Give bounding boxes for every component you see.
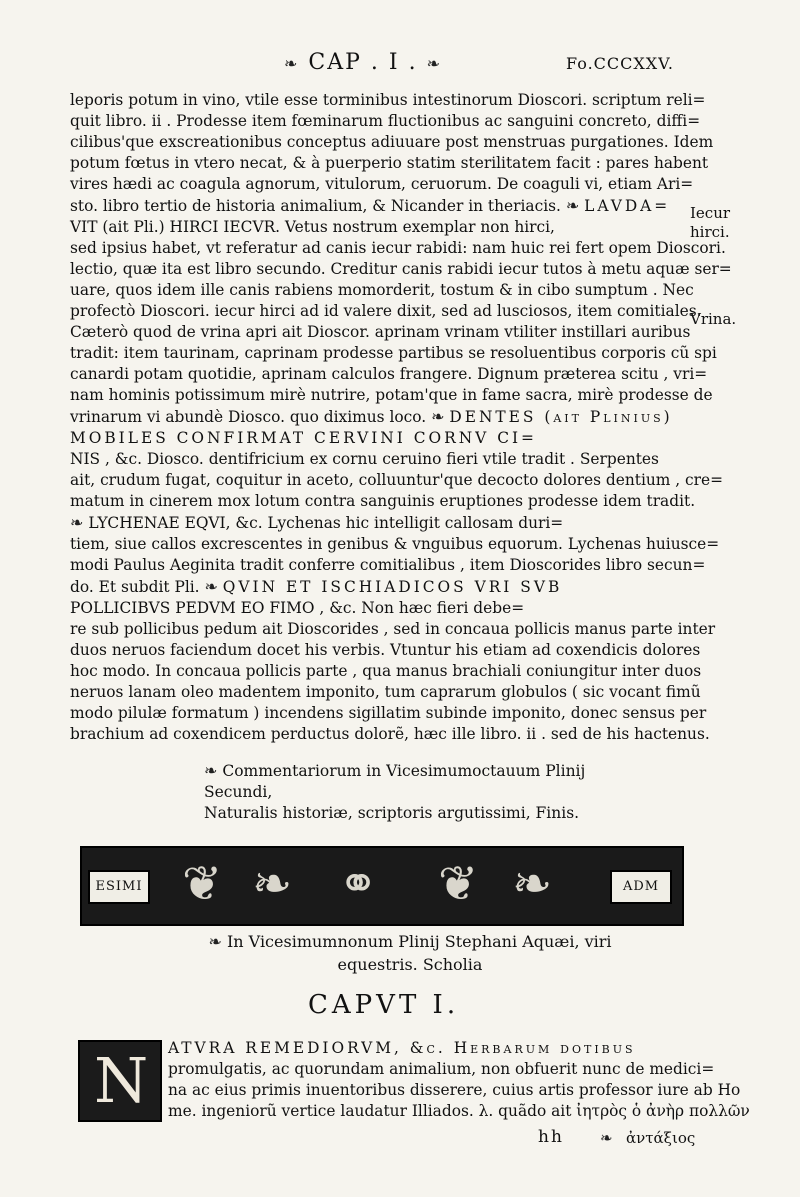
fleuron-icon: ❧: [565, 196, 580, 215]
fleuron-icon: ❧: [600, 1129, 613, 1147]
margin-note-line: hirci.: [690, 223, 730, 241]
fleuron-icon: ❧: [426, 54, 442, 73]
text-line: modi Paulus Aeginita tradit conferre comitialibus , item Dioscorides libro secun=: [70, 556, 706, 574]
text-fragment: sto. libro tertio de historia animalium, & Nicander in theriacis.: [70, 197, 561, 215]
page-footer: [0, 1127, 800, 1151]
scroll-ornament-icon: ❧: [512, 856, 553, 912]
text-fragment: vrinarum vi abundè Diosco. quo diximus loco.: [70, 408, 427, 426]
text-line: tiem, siue callos excrescentes in genibus & vnguibus equorum. Lychenas huiusce=: [70, 535, 720, 553]
folio-number: Fo.CCCXXV.: [566, 54, 675, 73]
margin-note-line: Iecur: [690, 204, 731, 222]
text-line: [70, 195, 680, 217]
decorated-initial: [78, 1040, 162, 1122]
banner-right-plate: ADM: [610, 870, 672, 904]
fleuron-icon: ❧: [431, 407, 445, 426]
colophon-line: Naturalis historiæ, scriptoris argutissimi, Finis.: [204, 804, 580, 822]
text-line: [70, 512, 680, 534]
colophon-text: Commentariorum in Vicesimumoctauum Plinij Secundi,: [204, 762, 586, 801]
text-line: canardi potam quotidie, aprinam calculos frangere. Dignum præterea scitu , vri=: [70, 365, 708, 383]
initial-letter: N: [94, 1044, 149, 1117]
text-line: NIS , &c. Diosco. dentifricium ex cornu ceruino fieri vtile tradit . Serpentes: [70, 450, 659, 468]
signature-mark: hh: [538, 1127, 564, 1147]
text-line: matum in cinerem mox lotum contra sanguinis eruptiones prodesse idem tradit.: [70, 492, 696, 510]
text-line: Cæterò quod de vrina apri ait Dioscor. aprinam vrinam vtiliter instillari auribus: [70, 323, 691, 341]
text-line: sed ipsius habet, vt referatur ad canis iecur rabidi: nam huic rei fert opem Dioscori.: [70, 239, 726, 257]
text-line: hoc modo. In concaua pollicis parte , qua manus brachiali coniungitur inter duos: [70, 662, 702, 680]
text-line: me. ingeniorũ vertice laudatur Illiados. λ. quãdo ait ἰητρὸς ὁ ἀνὴρ πολλῶν: [168, 1102, 750, 1120]
woodcut-banner: [80, 846, 684, 926]
caput-heading: CAPVT I.: [308, 990, 460, 1020]
fleuron-icon: ❧: [204, 577, 218, 596]
vase-ornament-icon: ⚭: [338, 856, 379, 912]
text-line: duos neruos faciendum docet his verbis. Vtuntur his etiam ad coxendicis dolores: [70, 641, 701, 659]
text-line: lectio, quæ ita est libro secundo. Creditur canis rabidi iecur tutos à metu aquæ ser=: [70, 260, 732, 278]
text-line: neruos lanam oleo madentem imponito, tum caprarum globulos ( sic vocant fimũ: [70, 683, 701, 701]
text-line: cilibus'que exscreationibus conceptus adiuuare post menstruas purgationes. Idem: [70, 133, 714, 151]
colophon-line: [204, 760, 604, 803]
text-line: VIT (ait Pli.) HIRCI IECVR. Vetus nostrum exemplar non hirci,: [70, 218, 555, 236]
chapter-label: CAP . I .: [308, 50, 418, 75]
fleuron-icon: ❧: [284, 54, 300, 73]
text-line: uare, quos idem ille canis rabiens momorderit, tostum & in cibo sumptum . Nec: [70, 281, 694, 299]
text-line: leporis potum in vino, vtile esse torminibus intestinorum Dioscori. scriptum reli=: [70, 91, 706, 109]
text-line: modo pilulæ formatum ) incendens sigillatim subinde imponito, donec sensus per: [70, 704, 707, 722]
lemma-caps: DENTES (ait Plinius): [449, 408, 673, 426]
chapter-text-block: [168, 1038, 750, 1122]
text-line: [70, 406, 680, 428]
banner-left-plate: ESIMI: [88, 870, 150, 904]
text-fragment: ATVRA REMEDIORVM, &c. Herbarum dotibus: [168, 1039, 636, 1057]
text-line: tradit: item taurinam, caprinam prodesse partibus se resoluentibus corporis cũ spi: [70, 344, 717, 362]
text-line: potum fœtus in vtero necat, & à puerperio statim sterilitatem facit : pares habent: [70, 154, 709, 172]
chapter-heading: [284, 50, 442, 75]
text-line: re sub pollicibus pedum ait Dioscorides , sed in concaua pollicis manus parte inter: [70, 620, 716, 638]
text-line: quit libro. ii . Prodesse item fœminarum fluctionibus ac sanguini concreto, diffi=: [70, 112, 701, 130]
scholia-title: [180, 930, 640, 976]
fleuron-icon: ❧: [70, 513, 84, 532]
text-line: brachium ad coxendicem perductus dolorẽ, hæc ille libro. ii . sed de his hactenus.: [70, 725, 710, 743]
scroll-ornament-icon: ❦: [438, 856, 479, 912]
scholia-title-line: equestris. Scholia: [337, 955, 483, 974]
text-fragment: do. Et subdit Pli.: [70, 578, 200, 596]
running-header: [0, 50, 800, 80]
text-line: POLLICIBVS PEDVM EO FIMO , &c. Non hæc fieri debe=: [70, 599, 525, 617]
lemma-caps: LAVDA=: [584, 197, 671, 215]
text-line: [70, 576, 680, 598]
colophon: [204, 760, 604, 824]
text-line: promulgatis, ac quorundam animalium, non obfuerit nunc de medici=: [168, 1060, 715, 1078]
main-text-block: [70, 90, 732, 745]
text-line: [168, 1038, 680, 1059]
text-line: ait, crudum fugat, coquitur in aceto, colluuntur'que decocto dolores dentium , cre=: [70, 471, 724, 489]
text-line: nam hominis potissimum mirè nutrire, potam'que in fame sacra, mirè prodesse de: [70, 386, 713, 404]
margin-note-vrina: [690, 310, 736, 329]
text-fragment: LYCHENAE EQVI, &c. Lychenas hic intelligit callosam duri=: [88, 514, 564, 532]
scholia-text: In Vicesimumnonum Plinij Stephani Aquæi, viri: [226, 932, 612, 951]
text-line: vires hædi ac coagula agnorum, vitulorum, ceruorum. De coaguli vi, etiam Ari=: [70, 175, 694, 193]
fleuron-icon: ❧: [208, 932, 222, 951]
lemma-caps: QVIN ET ISCHIADICOS VRI SVB: [222, 578, 563, 596]
scroll-ornament-icon: ❧: [252, 856, 293, 912]
margin-note-line: Vrina.: [690, 310, 737, 328]
text-line: na ac eius primis inuentoribus disserere, cuius artis professor iure ab Ho: [168, 1081, 741, 1099]
margin-note-iecur: [690, 204, 730, 242]
fleuron-icon: ❧: [204, 761, 218, 780]
scroll-ornament-icon: ❦: [182, 856, 223, 912]
scholia-title-line: [180, 930, 640, 953]
catchword: ἀντάξιος: [626, 1129, 696, 1147]
text-line: profectò Dioscori. iecur hirci ad id valere dixit, sed ad lusciosos, item comitiales.: [70, 302, 702, 320]
text-line: MOBILES CONFIRMAT CERVINI CORNV CI=: [70, 429, 537, 447]
